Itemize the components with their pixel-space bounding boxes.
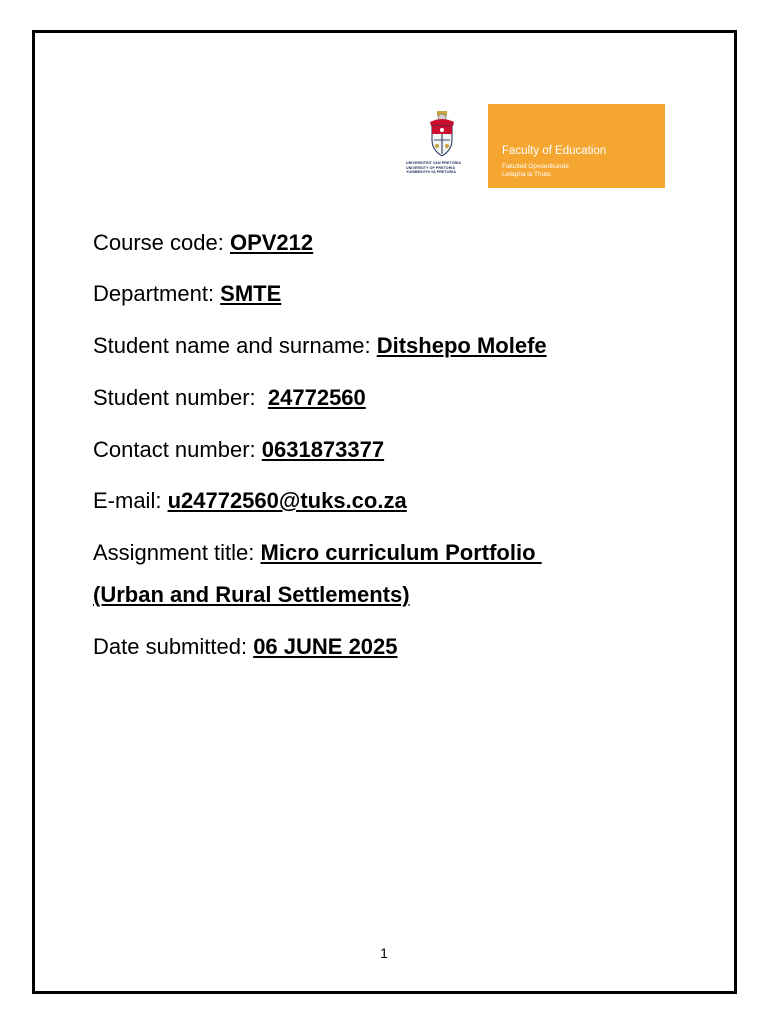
crest-line: UNIVERSITEIT VAN PRETORIA xyxy=(406,161,462,165)
faculty-subtitle-sepedi: Lefapha la Thuto xyxy=(502,171,551,178)
department-value: SMTE xyxy=(220,281,282,306)
crest-line: YUNIBESITHI YA PRETORIA xyxy=(406,170,457,175)
assignment-title-value-line1: Micro curriculum Portfolio xyxy=(260,540,542,565)
date-submitted-label: Date submitted: xyxy=(93,634,254,659)
contact-number-label: Contact number: xyxy=(93,437,262,462)
course-code-label: Course code: xyxy=(93,230,230,255)
contact-number-value: 0631873377 xyxy=(261,437,385,462)
assignment-title-line xyxy=(93,540,542,566)
assignment-title-value-line2: (Urban and Rural Settlements) xyxy=(93,582,410,607)
student-number-line xyxy=(93,385,366,411)
student-name-value: Ditshepo Molefe xyxy=(376,333,547,358)
student-number-label: Student number: xyxy=(93,385,268,410)
faculty-subtitle-afrikaans: Fakulteit Opvoedkunde xyxy=(502,163,569,170)
department-line xyxy=(93,281,281,307)
course-code-value: OPV212 xyxy=(229,230,314,255)
email-value: u24772560@tuks.co.za xyxy=(167,488,407,513)
assignment-title-label: Assignment title: xyxy=(93,540,261,565)
email-line xyxy=(93,488,407,514)
department-label: Department: xyxy=(93,281,221,306)
student-name-line xyxy=(93,333,547,359)
student-number-value: 24772560 xyxy=(267,385,366,410)
page-number: 1 xyxy=(380,945,388,961)
university-logo xyxy=(400,104,665,188)
date-submitted-line xyxy=(93,634,398,660)
crest-area xyxy=(400,104,486,188)
crest-line: UNIVERSITY OF PRETORIA xyxy=(406,165,456,170)
date-submitted-value: 06 JUNE 2025 xyxy=(253,634,398,659)
email-label: E-mail: xyxy=(93,488,168,513)
assignment-title-continuation xyxy=(93,582,410,608)
course-code-line xyxy=(93,230,313,256)
student-name-label: Student name and surname: xyxy=(93,333,377,358)
contact-number-line xyxy=(93,437,384,463)
crest-caption xyxy=(406,161,482,175)
university-crest-icon xyxy=(426,110,458,158)
faculty-title: Faculty of Education xyxy=(502,145,607,157)
faculty-banner xyxy=(488,104,665,188)
